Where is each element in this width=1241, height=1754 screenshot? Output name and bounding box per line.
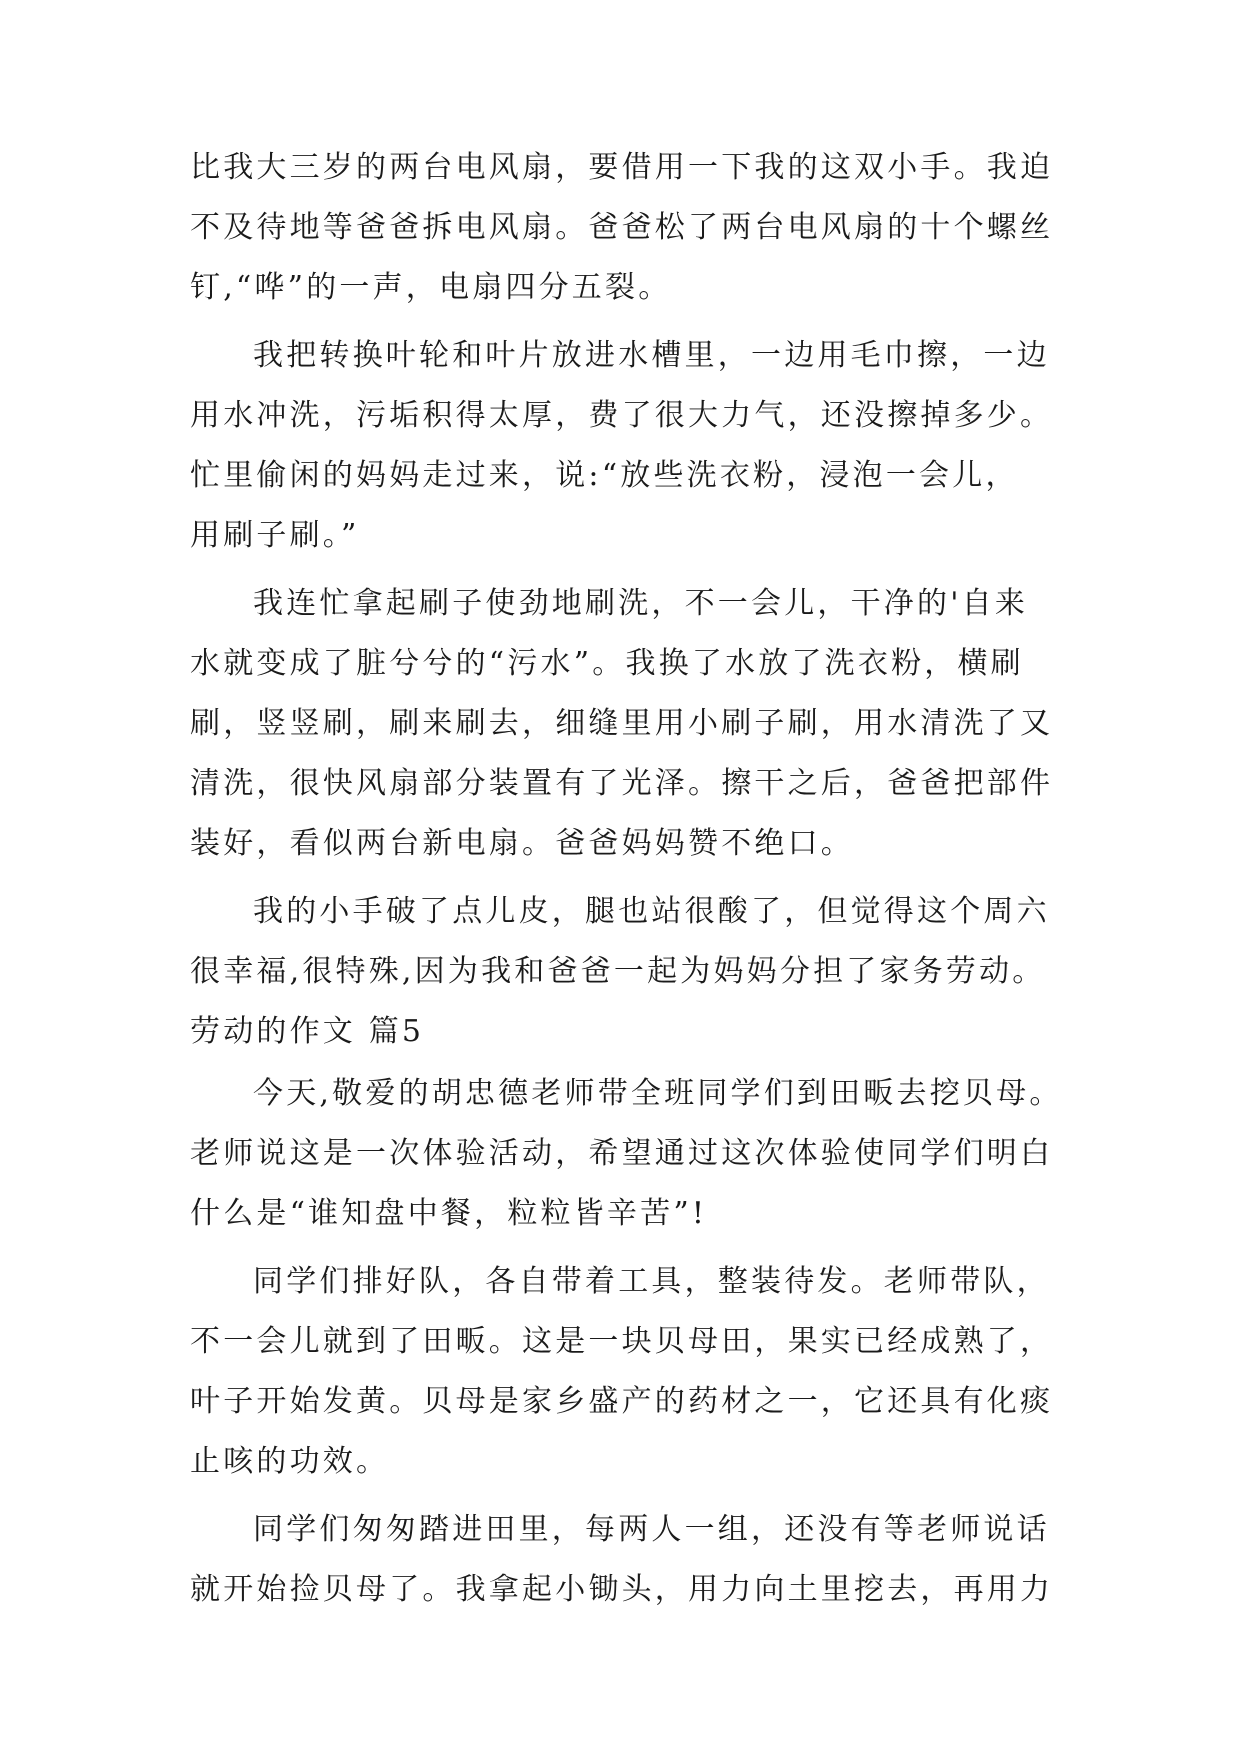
paragraph-first-line: 今天,敬爱的胡忠德老师带全班同学们到田畈去挖贝母。	[253, 1076, 1063, 1111]
text-line: 止咳的功效。	[190, 1444, 390, 1479]
text-line: 就开始捡贝母了。我拿起小锄头，用力向土里挖去，再用力	[190, 1572, 1054, 1607]
text-line: 很幸福,很特殊,因为我和爸爸一起为妈妈分担了家务劳动。	[190, 954, 1046, 989]
text-line: 用水冲洗，污垢积得太厚，费了很大力气，还没擦掉多少。	[190, 398, 1054, 433]
text-line: 钉,“哗”的一声，电扇四分五裂。	[190, 270, 672, 305]
section-heading: 劳动的作文 篇5	[190, 1014, 425, 1049]
text-line: 忙里偷闲的妈妈走过来，说:“放些洗衣粉，浸泡一会儿，	[190, 458, 1019, 493]
text-line: 比我大三岁的两台电风扇，要借用一下我的这双小手。我迫	[190, 150, 1054, 185]
text-line: 水就变成了脏兮兮的“污水”。我换了水放了洗衣粉，横刷	[190, 646, 1024, 681]
text-line: 清洗，很快风扇部分装置有了光泽。擦干之后，爸爸把部件	[190, 766, 1054, 801]
paragraph-first-line: 我的小手破了点儿皮，腿也站很酸了，但觉得这个周六	[253, 894, 1050, 929]
text-line: 不一会儿就到了田畈。这是一块贝母田，果实已经成熟了，	[190, 1324, 1054, 1359]
paragraph-first-line: 同学们匆匆踏进田里，每两人一组，还没有等老师说话	[253, 1512, 1050, 1547]
text-line: 老师说这是一次体验活动，希望通过这次体验使同学们明白	[190, 1136, 1054, 1171]
text-line: 什么是“谁知盘中餐，粒粒皆辛苦”!	[190, 1196, 708, 1231]
paragraph-first-line: 我把转换叶轮和叶片放进水槽里，一边用毛巾擦，一边	[253, 338, 1050, 373]
text-line: 不及待地等爸爸拆电风扇。爸爸松了两台电风扇的十个螺丝	[190, 210, 1054, 245]
text-line: 用刷子刷。”	[190, 518, 360, 553]
paragraph-first-line: 我连忙拿起刷子使劲地刷洗，不一会儿，干净的'自来	[253, 586, 1029, 621]
text-line: 装好，看似两台新电扇。爸爸妈妈赞不绝口。	[190, 826, 854, 861]
paragraph-first-line: 同学们排好队，各自带着工具，整装待发。老师带队，	[253, 1264, 1050, 1299]
text-line: 刷，竖竖刷，刷来刷去，细缝里用小刷子刷，用水清洗了又	[190, 706, 1054, 741]
text-line: 叶子开始发黄。贝母是家乡盛产的药材之一，它还具有化痰	[190, 1384, 1054, 1419]
